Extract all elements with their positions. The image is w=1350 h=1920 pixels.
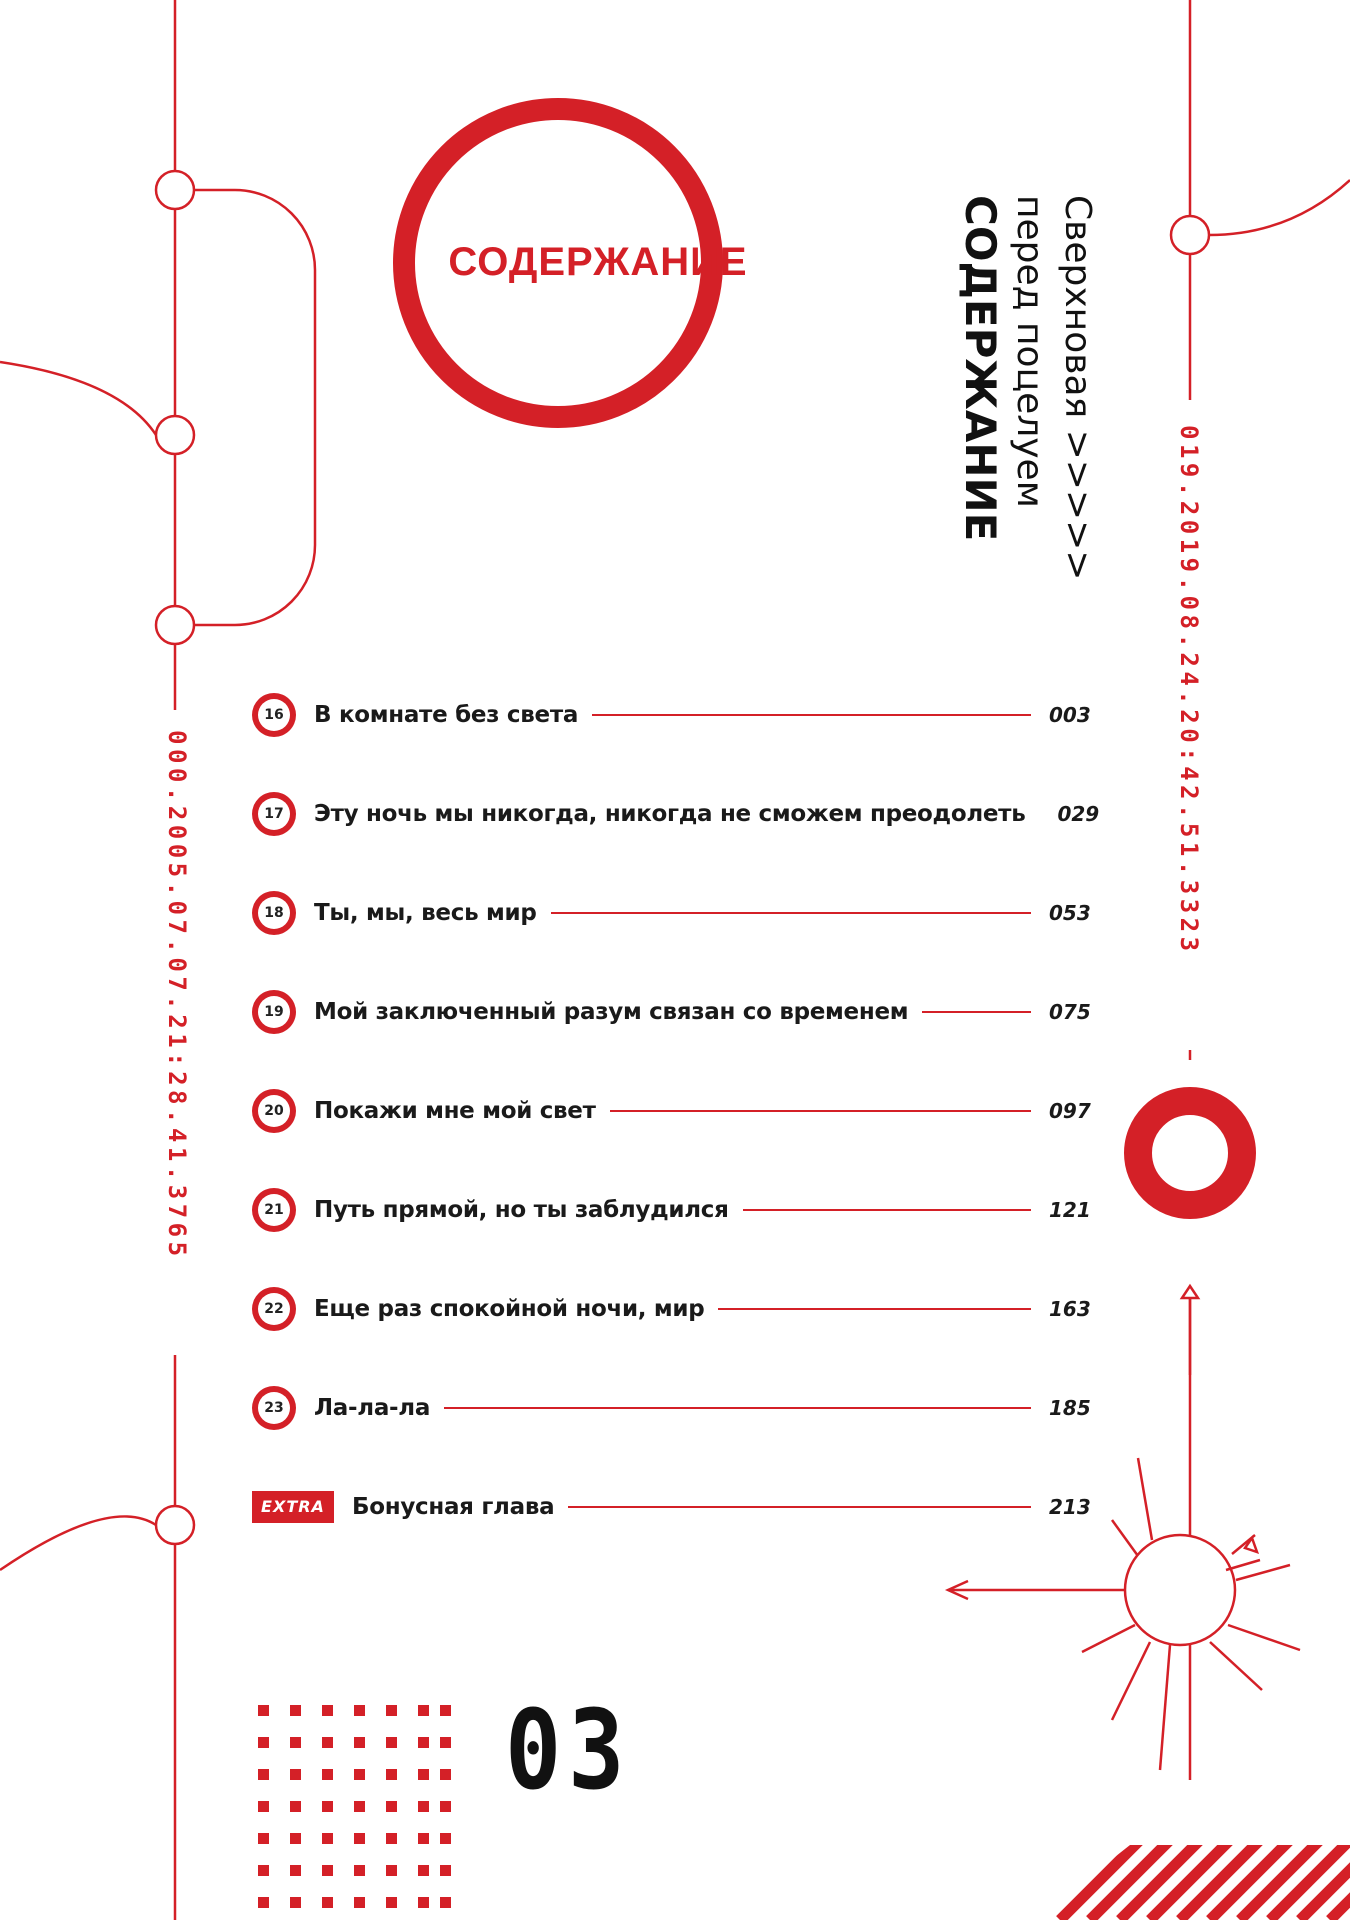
- toc-row[interactable]: [252, 1061, 1097, 1160]
- chapter-page: 121: [1049, 1197, 1091, 1222]
- leader-line: [743, 1209, 1031, 1211]
- page-title: СОДЕРЖАНИЕ: [448, 240, 748, 284]
- leader-line: [444, 1407, 1031, 1409]
- toc-row[interactable]: [252, 863, 1097, 962]
- chapter-number-badge: [252, 1188, 296, 1232]
- extra-badge: EXTRA: [252, 1491, 334, 1523]
- chapter-title: В комнате без света: [314, 701, 579, 728]
- chapter-number: 20: [258, 1095, 290, 1127]
- toc-row[interactable]: [252, 764, 1100, 863]
- chapter-title: Мой заключенный разум связан со временем: [314, 998, 909, 1025]
- chapter-title: Ла-ла-ла: [314, 1394, 431, 1421]
- chapter-number: 17: [258, 798, 290, 830]
- chapter-number: 22: [258, 1293, 290, 1325]
- chapter-title: Ты, мы, весь мир: [314, 899, 537, 926]
- chapter-page: 075: [1049, 999, 1091, 1024]
- chapter-number-badge: [252, 1089, 296, 1133]
- leader-line: [922, 1011, 1031, 1013]
- chapter-number-badge: [252, 1386, 296, 1430]
- leader-line: [610, 1110, 1031, 1112]
- chapter-page: 185: [1049, 1395, 1091, 1420]
- chapter-number-badge: [252, 891, 296, 935]
- toc-row[interactable]: [252, 1259, 1097, 1358]
- leader-line: [592, 714, 1031, 716]
- chapter-title: Бонусная глава: [352, 1493, 555, 1520]
- chapter-title: Покажи мне мой свет: [314, 1097, 596, 1124]
- chapter-number: 21: [258, 1194, 290, 1226]
- series-subtitle: СОДЕРЖАНИЕ: [956, 195, 1005, 542]
- leader-line: [551, 912, 1032, 914]
- chapter-title: Путь прямой, но ты заблудился: [314, 1196, 729, 1223]
- chapter-page: 053: [1049, 900, 1091, 925]
- chapter-page: 163: [1049, 1296, 1091, 1321]
- table-of-contents: [252, 665, 1100, 1556]
- chapter-page: 213: [1049, 1494, 1091, 1519]
- toc-row[interactable]: [252, 1160, 1097, 1259]
- series-title-block: [955, 195, 1101, 580]
- series-title-line1: Сверхновая >>>>>: [1057, 195, 1098, 581]
- toc-row-extra[interactable]: [252, 1457, 1097, 1556]
- chapter-number: 16: [258, 699, 290, 731]
- chapter-page: 003: [1049, 702, 1091, 727]
- chapter-page: 097: [1049, 1098, 1091, 1123]
- chapter-number-badge: [252, 990, 296, 1034]
- leader-line: [718, 1308, 1031, 1310]
- toc-row[interactable]: [252, 962, 1097, 1061]
- chapter-number: 23: [258, 1392, 290, 1424]
- chapter-number-badge: [252, 792, 296, 836]
- toc-row[interactable]: [252, 1358, 1097, 1457]
- chapter-number: 19: [258, 996, 290, 1028]
- timecode-right: 019.2019.08.24.20:42.51.3323: [1175, 425, 1203, 956]
- chapter-number-badge: [252, 1287, 296, 1331]
- chapter-page: 029: [1057, 801, 1100, 826]
- chapter-number-badge: [252, 693, 296, 737]
- chapter-title: Эту ночь мы никогда, никогда не сможем преодолеть: [314, 800, 1026, 827]
- leader-line: [568, 1506, 1031, 1508]
- chapter-number: 18: [258, 897, 290, 929]
- chapter-title: Еще раз спокойной ночи, мир: [314, 1295, 705, 1322]
- series-title-line2: перед поцелуем: [1009, 195, 1050, 508]
- toc-row[interactable]: [252, 665, 1097, 764]
- page-number: 03: [505, 1686, 632, 1814]
- timecode-left: 000.2005.07.07.21:28.41.3765: [163, 730, 191, 1261]
